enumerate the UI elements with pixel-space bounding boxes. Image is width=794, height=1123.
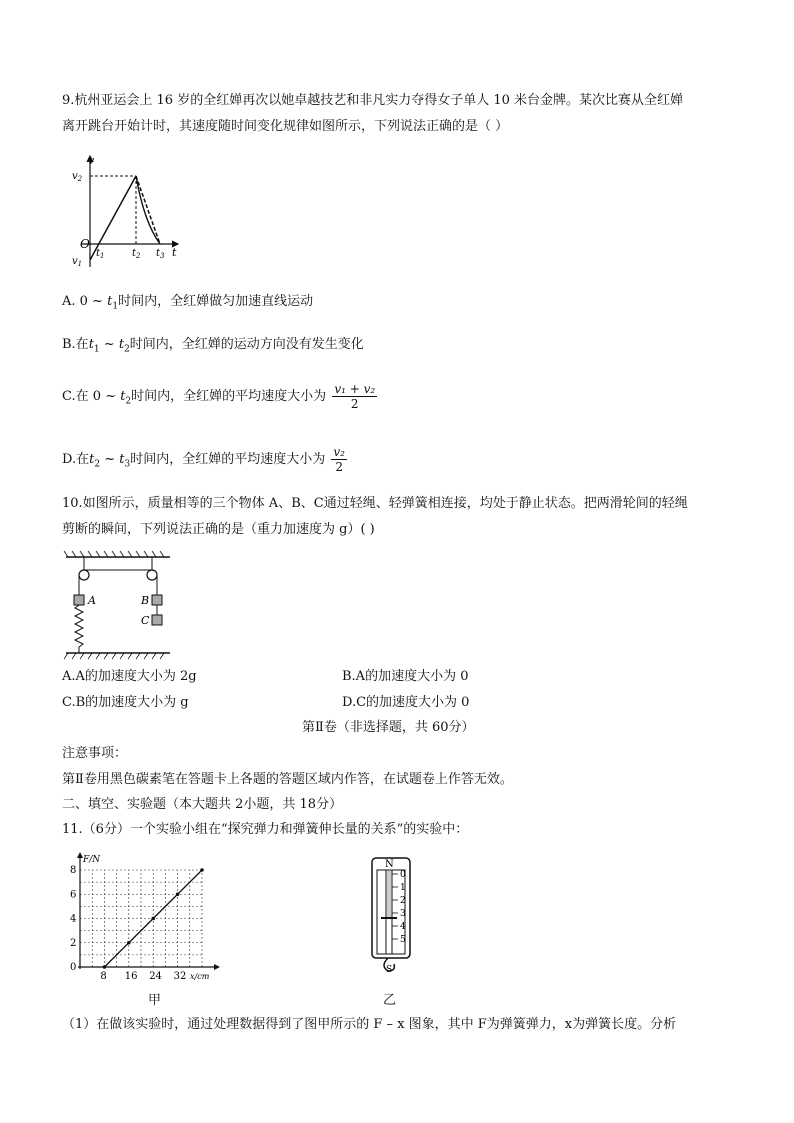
- q9-option-d: D.在$t_2$ ~ $t_3$时间内，全红婵的平均速度大小为 $\frac{\text{v₂}}{2}$: [62, 445, 345, 474]
- scale-tick-4: 4: [400, 922, 406, 932]
- scale-tick-1: 1: [400, 883, 406, 893]
- x-tick-label: 16: [124, 971, 138, 982]
- x-tick-label: 32: [173, 971, 187, 982]
- q10-option-c: C.B的加速度大小为 g: [62, 695, 189, 710]
- y-tick-label: 8: [70, 865, 77, 876]
- fig1-caption: 甲: [148, 993, 162, 1008]
- data-point: [200, 868, 204, 872]
- notice-title: 注意事项：: [62, 746, 128, 761]
- q9-option-c-fraction: $\frac{\text{v₁ + v₂}}{2}$: [334, 382, 376, 411]
- block-c-label: C: [141, 614, 150, 627]
- graph-v2-label: v: [72, 171, 78, 182]
- q9-option-c: C.在 0 ~ $t_2$时间内，全红婵的平均速度大小为 $\frac{\text{v₁ + v₂}}{2}$: [62, 382, 376, 411]
- q11-stem: 11.（6分）一个实验小组在“探究弹力和弹簧伸长量的关系”的实验中：: [62, 822, 469, 837]
- q9-stem-line2: 离开跳台开始计时，其速度随时间变化规律如图所示，下列说法正确的是（ ）: [62, 119, 509, 134]
- graph-t3-sub: 3: [160, 252, 165, 260]
- block-a-label: A: [88, 594, 96, 607]
- spring-scale-figure: [366, 850, 416, 975]
- fx-chart: [62, 850, 222, 985]
- graph-t-axis-label: t: [172, 246, 177, 259]
- q9-velocity-time-graph: [62, 152, 182, 272]
- x-tick-label: 24: [149, 971, 162, 982]
- x-axis-arrow: [214, 964, 220, 970]
- svg-text:v2: [72, 171, 83, 183]
- graph-v1-sub: 1: [77, 260, 83, 268]
- graph-v-label: v: [88, 154, 95, 167]
- graph-v2-sub: 2: [77, 175, 83, 183]
- graph-origin-label: O: [80, 237, 90, 251]
- q10-stem-line2: 剪断的瞬间，下列说法正确的是（重力加速度为 g）( ): [62, 522, 375, 537]
- block-b-label: B: [141, 594, 150, 607]
- svg-text:t3: [156, 248, 165, 260]
- data-point: [176, 892, 180, 896]
- graph-t1-label: t: [96, 248, 101, 259]
- y-tick-label: 2: [70, 937, 77, 949]
- svg-text:t1: [96, 248, 105, 260]
- graph-t1-sub: 1: [100, 252, 105, 260]
- section-heading: 二、填空、实验题（本大题共 2小题，共 18分）: [62, 797, 343, 812]
- y-axis-label: F/N: [83, 855, 101, 865]
- q10-pulley-figure: [64, 551, 174, 661]
- q9-option-d-fraction: $\frac{\text{v₂}}{2}$: [333, 445, 345, 474]
- q9-option-b: B.在$t_1$ ~ $t_2$时间内，全红婵的运动方向没有发生变化: [62, 337, 364, 355]
- part2-title: 第Ⅱ卷（非选择题，共 60分）: [302, 720, 475, 735]
- x-tick-label: 8: [100, 971, 107, 982]
- graph-v1-label: v: [72, 256, 78, 267]
- data-point: [127, 941, 131, 945]
- graph-t2-sub: 2: [136, 252, 141, 260]
- q9-option-a: A. 0 ~ $t_1$时间内，全红婵做匀加速直线运动: [62, 294, 314, 312]
- data-point: [151, 917, 155, 921]
- x-axis-label: x/cm: [190, 972, 210, 981]
- q10-option-b: B.A的加速度大小为 0: [342, 669, 469, 684]
- q10-stem-line1: 10.如图所示，质量相等的三个物体 A、B、C通过轻绳、轻弹簧相连接，均处于静止状态。把两滑轮间的轻绳: [62, 496, 688, 511]
- scale-bottom-label: S: [386, 965, 393, 975]
- notice-text: 第Ⅱ卷用黑色碳素笔在答题卡上各题的答题区域内作答，在试题卷上作答无效。: [62, 772, 513, 787]
- svg-text:t2: [132, 248, 141, 260]
- y-tick-label: 6: [70, 889, 77, 901]
- scale-tick-3: 3: [400, 909, 406, 919]
- scale-tick-0: 0: [400, 870, 406, 880]
- svg-text:v1: [72, 256, 82, 268]
- q10-option-a: A.A的加速度大小为 2g: [62, 669, 197, 684]
- q11-part1: （1）在做该实验时，通过处理数据得到了图甲所示的 F – x 图象，其中 F为弹簧弹力，x为弹簧长度。分析: [62, 1017, 677, 1032]
- q9-stem-line1: 9.杭州亚运会上 16 岁的全红婵再次以她卓越技艺和非凡实力夺得女子单人 10 米台金牌。某次比赛从全红婵: [62, 93, 684, 108]
- scale-top-label: N: [385, 859, 394, 870]
- data-point: [103, 965, 107, 969]
- graph-t2-label: t: [132, 248, 137, 259]
- y-tick-label: 4: [70, 913, 77, 925]
- scale-tick-2: 2: [400, 896, 406, 906]
- scale-tick-5: 5: [400, 935, 406, 945]
- y-tick-label: 0: [70, 962, 77, 973]
- q10-option-d: D.C的加速度大小为 0: [342, 695, 470, 710]
- fig2-caption: 乙: [383, 993, 397, 1008]
- graph-t3-label: t: [156, 248, 161, 259]
